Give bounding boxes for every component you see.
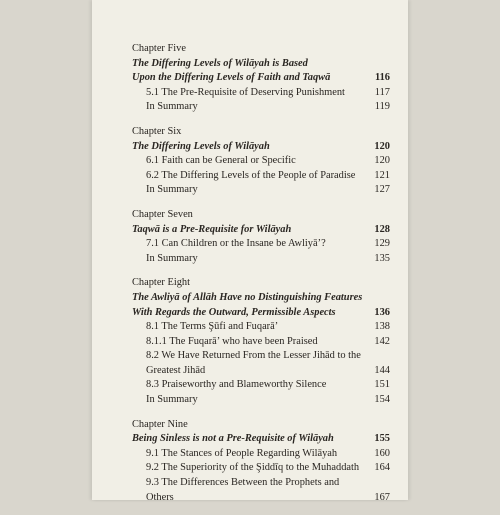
page-number: 164 <box>374 462 390 474</box>
chapter-title-line <box>132 71 390 86</box>
page-number: 120 <box>374 140 390 152</box>
chapter-title-line <box>132 140 390 155</box>
chapter-title-line <box>132 291 390 306</box>
table-of-contents <box>132 42 390 515</box>
page-number: 142 <box>374 335 390 347</box>
chapter-label: Chapter Eight <box>132 277 191 289</box>
entry-text: 5.1 The Pre-Requisite of Deserving Punishment <box>146 86 345 98</box>
chapter-title-text: Being Sinless is not a Pre-Requisite of Wilāyah <box>132 433 334 445</box>
toc-entry <box>132 320 390 335</box>
toc-entry <box>132 461 390 476</box>
entry-text: 6.1 Faith can be General or Specific <box>146 155 296 167</box>
entry-text: 8.3 Praiseworthy and Blameworthy Silence <box>146 379 327 391</box>
entry-text: In Summary <box>146 252 198 264</box>
page-number: 127 <box>374 184 390 196</box>
page-number: 121 <box>374 169 390 181</box>
entry-text: 7.1 Can Children or the Insane be Awliyā’? <box>146 238 326 250</box>
toc-entry <box>132 100 390 115</box>
page-number: 128 <box>374 223 390 235</box>
page-number: 160 <box>374 447 390 459</box>
toc-entry <box>132 169 390 184</box>
toc-entry <box>132 252 390 267</box>
page-number: 167 <box>374 491 390 503</box>
chapter-seven <box>132 208 390 266</box>
entry-text: In Summary <box>146 101 198 113</box>
toc-entry <box>132 183 390 198</box>
entry-text: 9.3 The Differences Between the Prophets and <box>146 477 340 489</box>
page-number: 119 <box>374 101 390 113</box>
chapter-title-line <box>132 57 390 72</box>
entry-text: 8.1.1 The Fuqarā’ who have been Praised <box>146 335 318 347</box>
entry-text: 6.2 The Differing Levels of the People of Paradise <box>146 169 356 181</box>
page-number: 138 <box>374 321 390 333</box>
chapter-label: Chapter Six <box>132 125 182 137</box>
chapter-title-text: The Awliyā of Allāh Have no Distinguishing Features <box>132 291 363 303</box>
toc-entry <box>132 476 390 491</box>
chapter-label: Chapter Seven <box>132 208 193 220</box>
toc-entry <box>132 378 390 393</box>
page-number: 136 <box>374 306 390 318</box>
chapter-title-text: The Differing Levels of Wilāyah is Based <box>132 57 308 69</box>
entry-text: In Summary <box>146 394 198 406</box>
toc-entry <box>132 447 390 462</box>
toc-entry <box>132 349 390 364</box>
chapter-title-line <box>132 432 390 447</box>
chapter-title-text: With Regards the Outward, Permissible Aspects <box>132 306 336 318</box>
entry-text: Others <box>146 491 174 503</box>
entry-text: 8.1 The Terms Şūfi and Fuqarā’ <box>146 321 279 333</box>
entry-text: Greatest Jihād <box>146 364 206 376</box>
chapter-title-text: The Differing Levels of Wilāyah <box>132 140 270 152</box>
toc-entry <box>132 237 390 252</box>
entry-text: In Summary <box>146 184 198 196</box>
page-number: 129 <box>374 238 390 250</box>
chapter-title-text: Taqwā is a Pre-Requisite for Wilāyah <box>132 223 292 235</box>
page-number: 155 <box>374 433 390 445</box>
entry-text: 8.2 We Have Returned From the Lesser Jihād to the <box>146 350 361 362</box>
toc-entry <box>132 86 390 101</box>
toc-entry <box>132 393 390 408</box>
page-number: 135 <box>374 252 390 264</box>
page-number: 116 <box>374 72 390 84</box>
entry-text: 9.2 The Superiority of the Şiddīq to the Muhaddath <box>146 462 360 474</box>
chapter-six <box>132 125 390 198</box>
chapter-label: Chapter Nine <box>132 418 188 430</box>
page-number: 144 <box>374 364 390 376</box>
toc-entry <box>132 335 390 350</box>
chapter-five <box>132 42 390 115</box>
chapter-title-text: Upon the Differing Levels of Faith and Taqwā <box>132 72 331 84</box>
chapter-nine <box>132 418 390 506</box>
chapter-eight <box>132 276 390 407</box>
page-number: 154 <box>374 394 390 406</box>
chapter-label: Chapter Five <box>132 43 186 54</box>
toc-entry <box>132 154 390 169</box>
toc-entry <box>132 364 390 379</box>
page-number: 120 <box>374 155 390 167</box>
chapter-title-line <box>132 306 390 321</box>
entry-text: 9.1 The Stances of People Regarding Wilāyah <box>146 447 338 459</box>
toc-entry <box>132 491 390 506</box>
page-number: 151 <box>374 379 390 391</box>
chapter-title-line <box>132 223 390 238</box>
page-number: 117 <box>374 86 390 98</box>
